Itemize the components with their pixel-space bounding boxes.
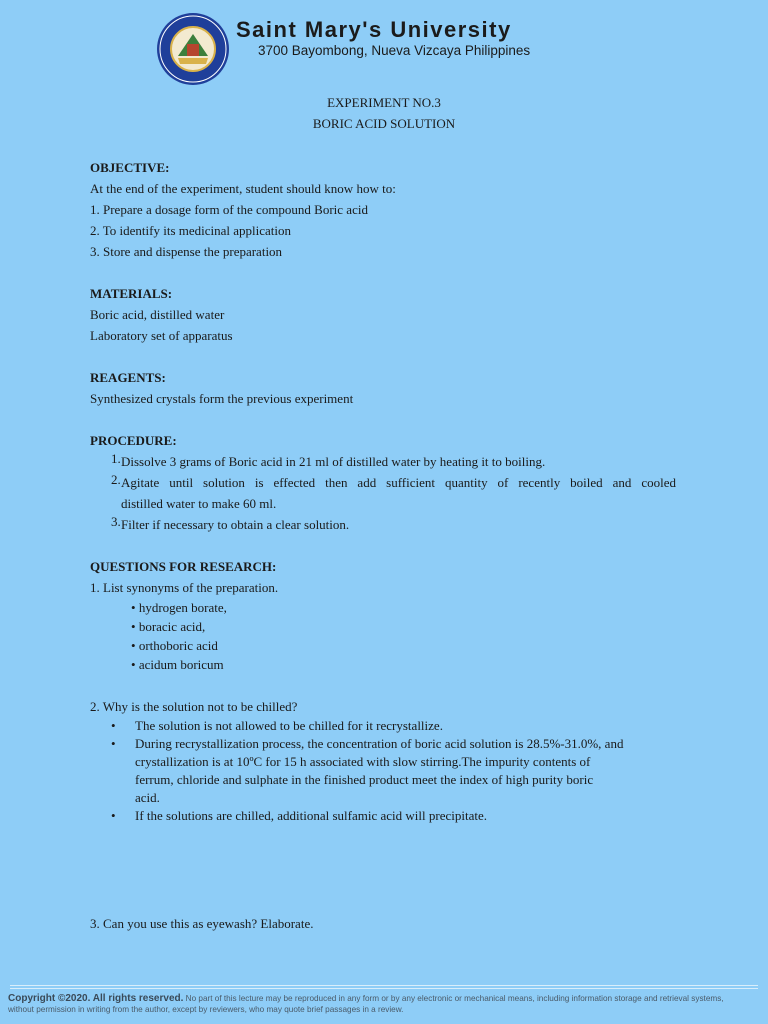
questions-heading: QUESTIONS FOR RESEARCH: bbox=[90, 559, 277, 574]
answer-text: During recrystallization process, the concentration of boric acid solution is 28.5%-31.0%, and bbox=[135, 736, 624, 751]
university-seal-icon bbox=[156, 12, 230, 86]
footer-divider bbox=[10, 988, 758, 989]
footer-divider bbox=[10, 985, 758, 986]
procedure-step-text: distilled water to make 60 ml. bbox=[121, 496, 277, 511]
copyright-text: No part of this lecture may be reproduced in any form or by any electronic or mechanical means, including information storage and retrieval systems, bbox=[185, 994, 724, 1003]
experiment-number: EXPERIMENT NO.3 bbox=[327, 95, 441, 110]
objective-heading: OBJECTIVE: bbox=[90, 160, 170, 175]
objective-line: 3. Store and dispense the preparation bbox=[90, 244, 283, 259]
reagents-heading: REAGENTS: bbox=[90, 370, 166, 385]
university-name bbox=[236, 17, 512, 43]
page-header bbox=[0, 0, 768, 90]
procedure-step-text: Filter if necessary to obtain a clear solution. bbox=[121, 517, 350, 532]
answer-bullet bbox=[90, 735, 690, 807]
bullet-icon: • bbox=[111, 718, 116, 733]
procedure-step-text: Agitate until solution is effected then add sufficient quantity of recently boiled and cooled bbox=[121, 475, 676, 490]
answer-text: If the solutions are chilled, additional sulfamic acid will precipitate. bbox=[135, 808, 487, 823]
question-1: 1. List synonyms of the preparation. bbox=[90, 580, 279, 595]
reagents-line: Synthesized crystals form the previous experiment bbox=[90, 391, 354, 406]
copyright-text: without permission in writing from the author, except by reviewers, who may quote brief passages in a review. bbox=[8, 1005, 404, 1014]
answer-text: The solution is not allowed to be chilled for it recrystallize. bbox=[135, 718, 443, 733]
bullet-icon: • bbox=[111, 808, 116, 823]
procedure-step-number: 3. bbox=[111, 514, 121, 529]
procedure-step bbox=[90, 451, 690, 472]
question-2: 2. Why is the solution not to be chilled? bbox=[90, 699, 298, 714]
question-3: 3. Can you use this as eyewash? Elaborate. bbox=[90, 916, 314, 931]
procedure-heading: PROCEDURE: bbox=[90, 433, 177, 448]
procedure-step-number: 1. bbox=[111, 451, 121, 466]
bullet-icon: • bbox=[111, 736, 116, 751]
synonym-item: • orthoboric acid bbox=[90, 636, 690, 655]
copyright-footer bbox=[8, 993, 764, 1015]
procedure-step bbox=[90, 514, 690, 535]
materials-line: Boric acid, distilled water bbox=[90, 307, 225, 322]
materials-line: Laboratory set of apparatus bbox=[90, 328, 233, 343]
objective-line: At the end of the experiment, student should know how to: bbox=[90, 181, 396, 196]
materials-heading: MATERIALS: bbox=[90, 286, 173, 301]
objective-line: 2. To identify its medicinal application bbox=[90, 223, 292, 238]
document-body bbox=[90, 157, 690, 934]
experiment-title: BORIC ACID SOLUTION bbox=[312, 116, 456, 131]
answer-bullet bbox=[90, 807, 690, 825]
procedure-step bbox=[90, 472, 690, 514]
synonym-item: • acidum boricum bbox=[90, 655, 690, 674]
answer-text: crystallization is at 10ºC for 15 h associated with slow stirring.The impurity contents of bbox=[135, 754, 591, 769]
procedure-step-number: 2. bbox=[111, 472, 121, 487]
objective-line: 1. Prepare a dosage form of the compound Boric acid bbox=[90, 202, 368, 217]
copyright-notice: Copyright ©2020. All rights reserved. bbox=[8, 993, 184, 1004]
answer-text: ferrum, chloride and sulphate in the finished product meet the index of high purity boric bbox=[135, 772, 594, 787]
answer-bullet bbox=[90, 717, 690, 735]
answer-text: acid. bbox=[135, 790, 160, 805]
university-address: 3700 Bayombong, Nueva Vizcaya Philippines bbox=[258, 43, 531, 58]
synonym-item: • hydrogen borate, bbox=[90, 598, 690, 617]
university-name-text: Saint Mary's University bbox=[236, 17, 512, 42]
synonym-item: • boracic acid, bbox=[90, 617, 690, 636]
procedure-step-text: Dissolve 3 grams of Boric acid in 21 ml of distilled water by heating it to boiling. bbox=[121, 454, 546, 469]
